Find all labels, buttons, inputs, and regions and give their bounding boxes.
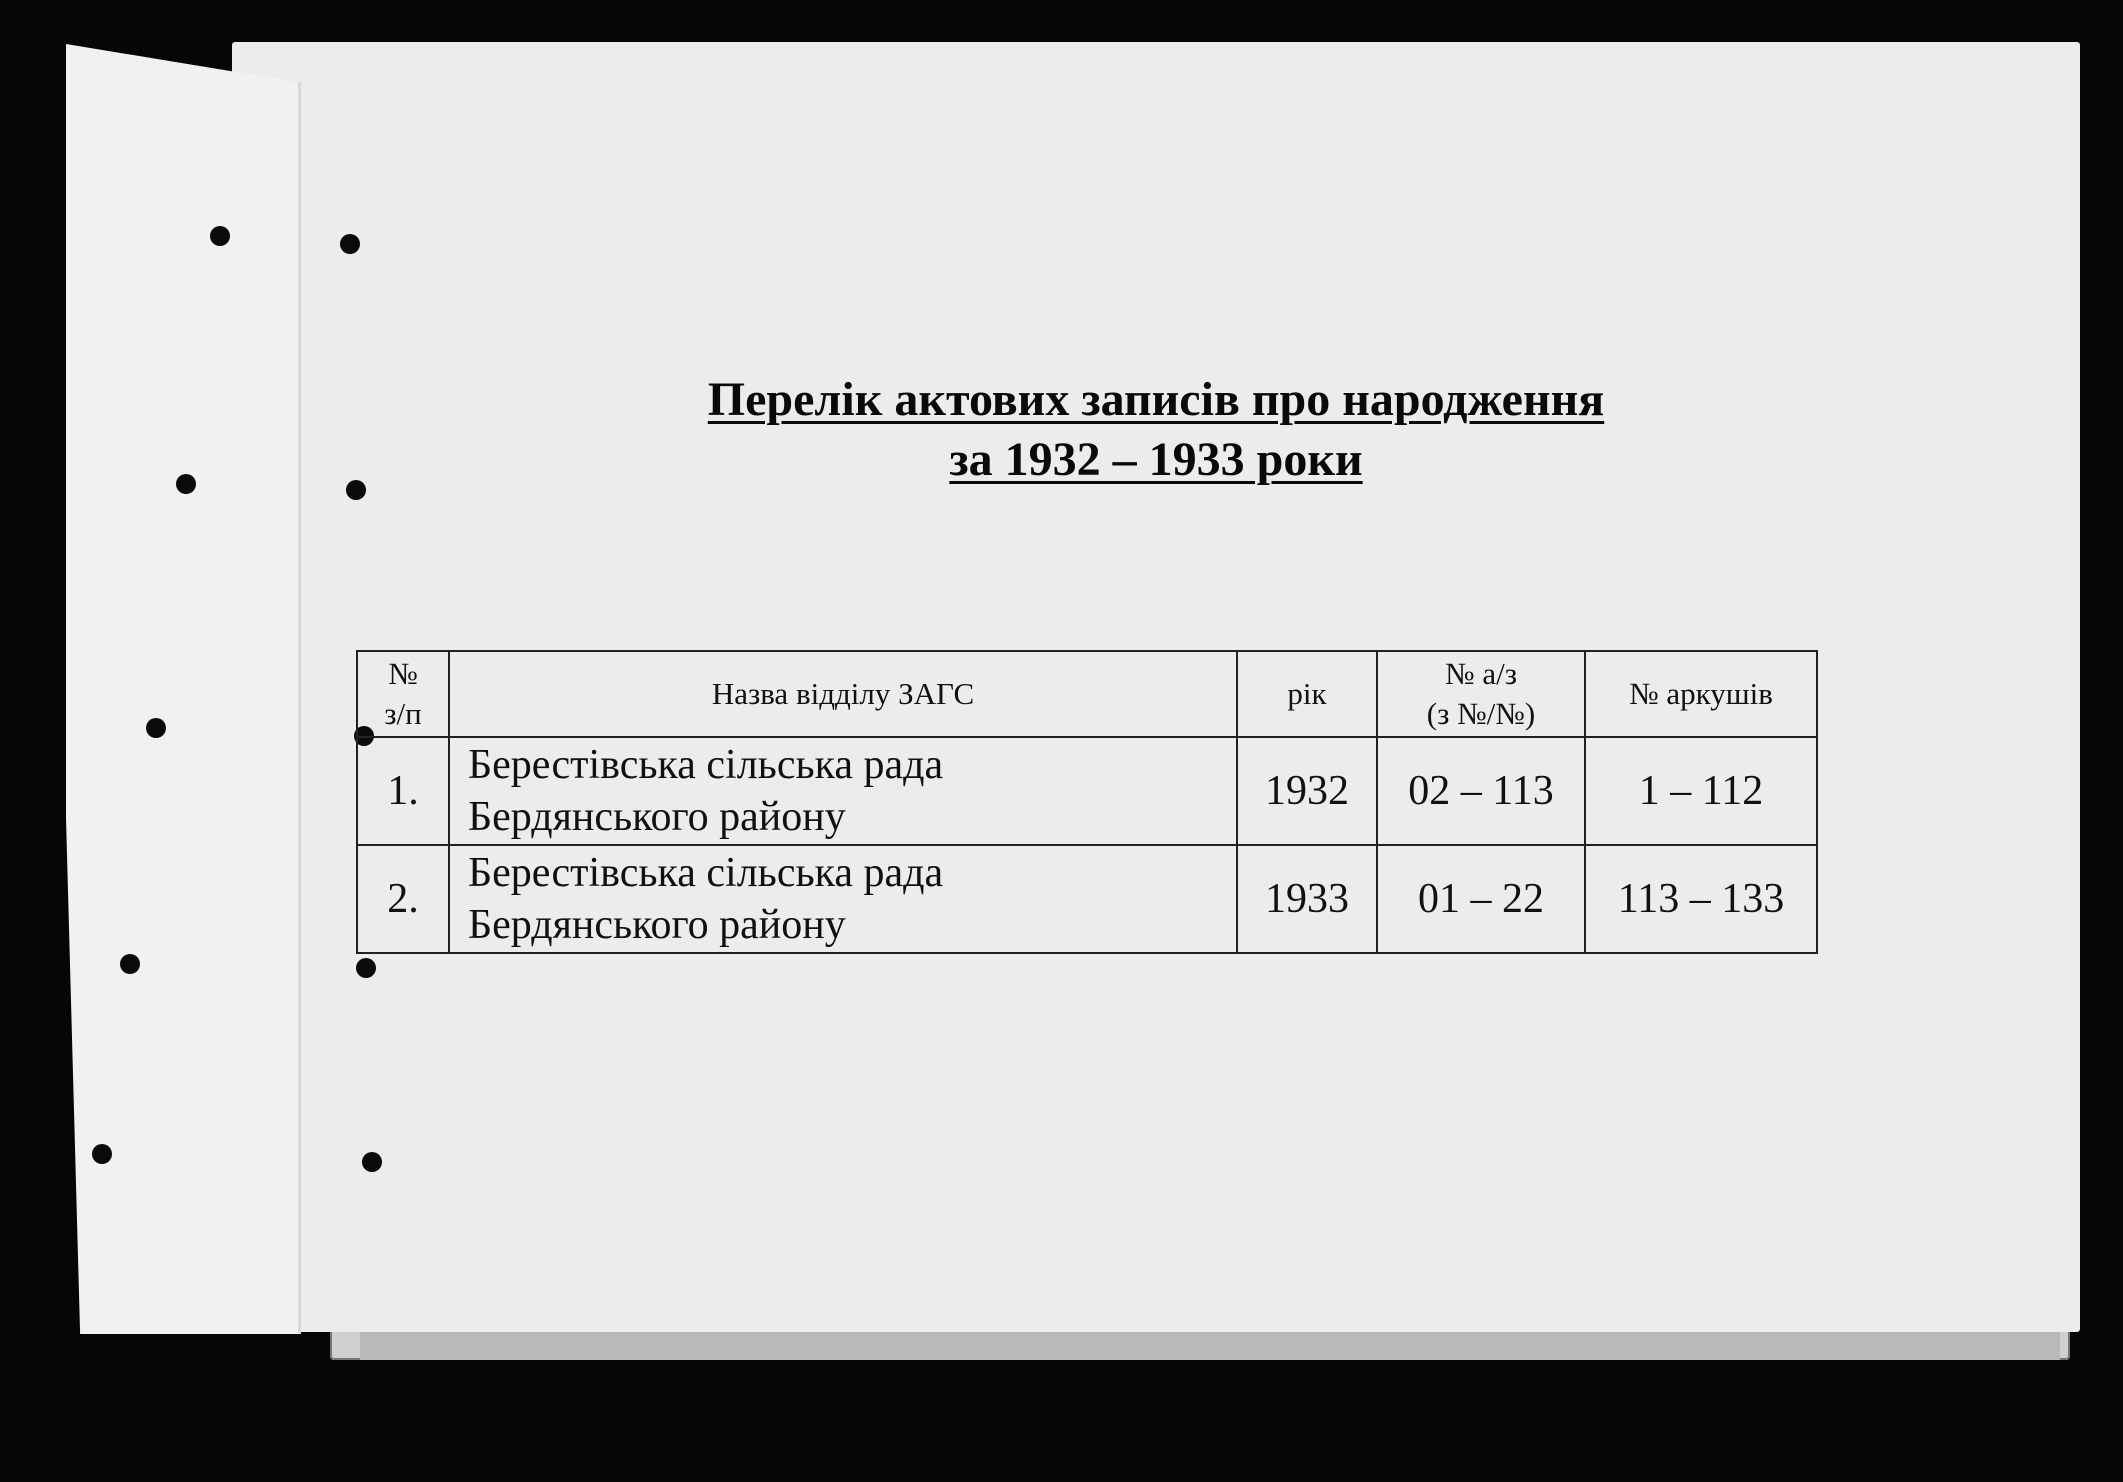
header-sheets: № аркушів — [1585, 651, 1817, 737]
binding-hole — [362, 1152, 382, 1172]
row-year: 1933 — [1237, 845, 1377, 953]
records-table — [356, 650, 1818, 954]
row-name-line2: Бердянського району — [468, 902, 846, 948]
table-row — [357, 737, 1817, 845]
row-name-line1: Берестівська сільська рада — [468, 850, 944, 896]
header-number-line2: з/п — [384, 696, 422, 731]
row-name — [449, 845, 1237, 953]
row-sheets: 113 – 133 — [1585, 845, 1817, 953]
header-name: Назва відділу ЗАГС — [449, 651, 1237, 737]
binding-hole — [210, 226, 230, 246]
header-records — [1377, 651, 1585, 737]
binding-hole — [356, 958, 376, 978]
header-records-line1: № а/з — [1445, 656, 1517, 691]
row-records: 01 – 22 — [1377, 845, 1585, 953]
header-year: рік — [1237, 651, 1377, 737]
binding-hole — [120, 954, 140, 974]
header-number-line1: № — [388, 656, 418, 691]
title-line-1: Перелік актових записів про народження — [707, 373, 1605, 426]
binding-hole — [92, 1144, 112, 1164]
header-number — [357, 651, 449, 737]
row-name-line2: Бердянського району — [468, 794, 846, 840]
binding-hole — [176, 474, 196, 494]
row-year: 1932 — [1237, 737, 1377, 845]
title-line-2: за 1932 – 1933 роки — [949, 433, 1363, 486]
row-name-line1: Берестівська сільська рада — [468, 742, 944, 788]
binding-hole — [146, 718, 166, 738]
row-sheets: 1 – 112 — [1585, 737, 1817, 845]
table-header-row — [357, 651, 1817, 737]
header-records-line2: (з №/№) — [1426, 696, 1536, 731]
row-records: 02 – 113 — [1377, 737, 1585, 845]
document-title — [232, 370, 2080, 490]
row-name — [449, 737, 1237, 845]
table-row — [357, 845, 1817, 953]
row-number: 1. — [357, 737, 449, 845]
folded-flap — [66, 44, 301, 1334]
row-number: 2. — [357, 845, 449, 953]
binding-hole — [340, 234, 360, 254]
